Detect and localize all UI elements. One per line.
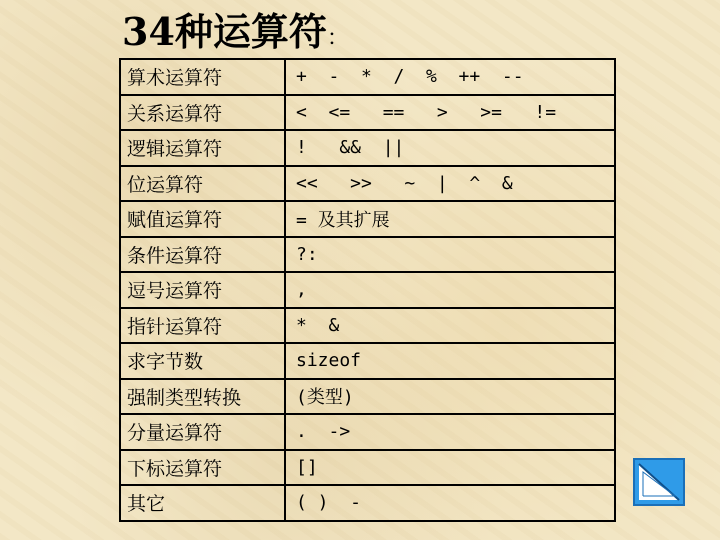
operator-category: 下标运算符 [120, 450, 285, 486]
operator-category: 强制类型转换 [120, 379, 285, 415]
operator-category: 关系运算符 [120, 95, 285, 131]
operator-list: + - * / % ++ -- [285, 59, 615, 95]
table-row [120, 201, 615, 237]
operator-category: 算术运算符 [120, 59, 285, 95]
table-row [120, 308, 615, 344]
slide-title [122, 8, 349, 63]
operator-list: < <= == > >= != [285, 95, 615, 131]
operator-list: ! && || [285, 130, 615, 166]
operator-list: = 及其扩展 [285, 201, 615, 237]
operator-list: << >> ~ | ^ & [285, 166, 615, 202]
table-row [120, 485, 615, 521]
slide-title-text: 34种运算符 [122, 9, 327, 54]
operator-list: ( ) - [285, 485, 615, 521]
operator-category: 条件运算符 [120, 237, 285, 273]
operator-list: . -> [285, 414, 615, 450]
table-row [120, 450, 615, 486]
operator-list: sizeof [285, 343, 615, 379]
operator-list: [] [285, 450, 615, 486]
operator-category: 逻辑运算符 [120, 130, 285, 166]
operator-list: (类型) [285, 379, 615, 415]
table-row [120, 166, 615, 202]
operator-category: 赋值运算符 [120, 201, 285, 237]
table-row [120, 130, 615, 166]
operator-category: 指针运算符 [120, 308, 285, 344]
operator-category: 求字节数 [120, 343, 285, 379]
operator-category: 其它 [120, 485, 285, 521]
operator-category: 分量运算符 [120, 414, 285, 450]
operator-category: 位运算符 [120, 166, 285, 202]
table-row [120, 272, 615, 308]
table-row [120, 414, 615, 450]
table-row [120, 59, 615, 95]
operator-list: , [285, 272, 615, 308]
table-row [120, 343, 615, 379]
slide-title-punct: ： [326, 26, 349, 51]
table-row [120, 237, 615, 273]
return-arrow-icon [635, 460, 683, 504]
operator-table [119, 58, 616, 522]
operator-list: * & [285, 308, 615, 344]
operator-list: ?: [285, 237, 615, 273]
table-row [120, 95, 615, 131]
return-button[interactable] [633, 458, 685, 506]
table-row [120, 379, 615, 415]
operator-category: 逗号运算符 [120, 272, 285, 308]
